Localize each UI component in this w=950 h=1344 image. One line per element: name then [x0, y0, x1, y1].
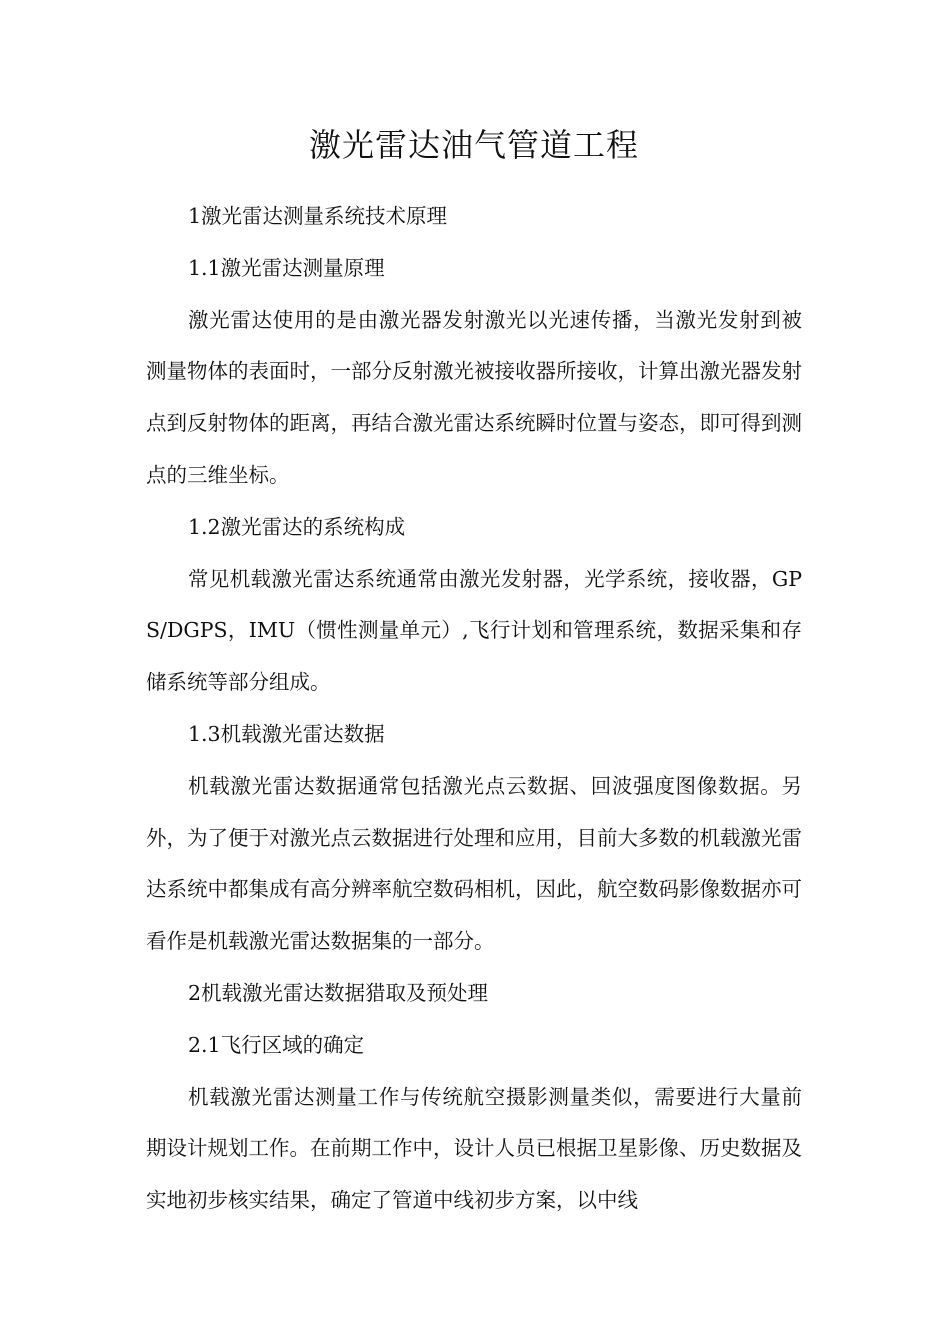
paragraph-airborne-data: 机载激光雷达数据通常包括激光点云数据、回波强度图像数据。另外，为了便于对激光点云数据进行处理和应用，目前大多数的机载激光雷达系统中都集成有高分辨率航空数码相机，因此，航空数码影像数据亦可看作是机载激光雷达数据集的一部分。 — [146, 773, 802, 954]
paragraph-flight-area: 机载激光雷达测量工作与传统航空摄影测量类似，需要进行大量前期设计规划工作。在前期工作中，设计人员已根据卫星影像、历史数据及实地初步核实结果，确定了管道中线初步方案，以中线 — [146, 1084, 802, 1213]
paragraph-system-composition: 常见机载激光雷达系统通常由激光发射器，光学系统，接收器，GPS/DGPS，IMU（惯性测量单元）,飞行计划和管理系统，数据采集和存储系统等部分组成。 — [146, 566, 802, 695]
document-body — [146, 191, 802, 1227]
section-heading-2-1: 2.1飞行区域的确定 — [188, 1032, 365, 1057]
section-heading-1-3: 1.3机载激光雷达数据 — [188, 721, 385, 746]
section-heading-2: 2机载激光雷达数据猎取及预处理 — [188, 980, 489, 1005]
paragraph-lidar-principle: 激光雷达使用的是由激光器发射激光以光速传播，当激光发射到被测量物体的表面时，一部分反射激光被接收器所接收，计算出激光器发射点到反射物体的距离，再结合激光雷达系统瞬时位置与姿态，即可得到测点的三维坐标。 — [146, 307, 802, 487]
document-title: 激光雷达油气管道工程 — [308, 126, 639, 164]
section-heading-1: 1激光雷达测量系统技术原理 — [188, 204, 448, 228]
section-heading-1-1: 1.1激光雷达测量原理 — [188, 255, 385, 280]
section-heading-1-2: 1.2激光雷达的系统构成 — [188, 514, 406, 539]
